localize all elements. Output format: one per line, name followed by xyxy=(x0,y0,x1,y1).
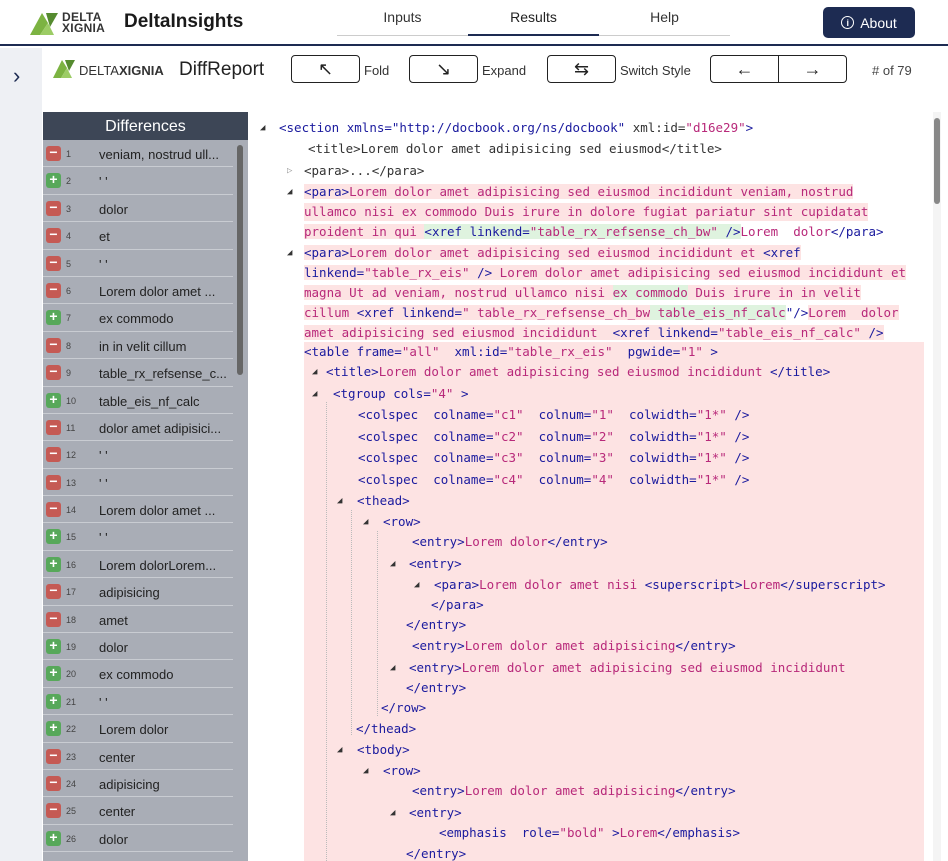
code-line-entry2-end: </entry> xyxy=(406,617,467,632)
code-line-tbody-entry2-end: </entry> xyxy=(406,846,467,861)
difference-number: 2 xyxy=(66,176,72,187)
diff-pager xyxy=(710,55,847,83)
difference-number: 12 xyxy=(66,450,77,461)
chevron-right-icon[interactable]: › xyxy=(13,63,21,88)
difference-text: adipisicing xyxy=(99,776,160,792)
code-line-entry3: <entry>Lorem dolor amet adipisicing</entry> xyxy=(412,638,736,653)
difference-number: 10 xyxy=(66,395,77,406)
difference-row[interactable] xyxy=(43,523,233,550)
difference-row[interactable] xyxy=(43,496,233,523)
difference-number: 5 xyxy=(66,258,72,269)
code-line-entry2-para: <para>Lorem dolor amet nisi <superscript>Lorem</superscript> xyxy=(434,577,886,592)
code-line-row-end: </row> xyxy=(381,700,427,715)
difference-row[interactable] xyxy=(43,770,233,797)
removed-icon: − xyxy=(46,256,61,271)
code-line-entry1: <entry>Lorem dolor</entry> xyxy=(412,534,608,549)
code-line-colspec: <colspec colname="c3" colnum="3" colwidth="1*" /> xyxy=(358,450,750,465)
arrow-up-left-icon: ↖ xyxy=(317,58,334,79)
difference-number: 4 xyxy=(66,231,72,242)
code-line-entry2: <entry> xyxy=(409,556,462,571)
code-line-para1-3: proident in qui <xref linkend="table_rx_refsense_ch_bw" />Lorem dolor</para> xyxy=(304,224,884,239)
code-line-para2-4: cillum <xref linkend=" table_rx_refsense_ch_bw table_eis_nf_calc"/>Lorem dolor xyxy=(304,305,899,320)
code-line-table-title: <title>Lorem dolor amet adipisicing sed eiusmod incididunt </title> xyxy=(326,364,831,379)
code-line-section: <section xmlns="http://docbook.org/ns/docbook" xml:id="d16e29"> xyxy=(279,120,754,135)
difference-text: ' ' xyxy=(99,530,108,546)
difference-text: Lorem dolorLorem... xyxy=(99,557,217,573)
difference-text: ' ' xyxy=(99,448,108,464)
tab-inputs[interactable]: Inputs xyxy=(337,0,468,36)
left-rail xyxy=(0,48,42,861)
difference-text: in in velit cillum xyxy=(99,338,187,354)
code-line-para1-1: <para>Lorem dolor amet adipisicing sed eiusmod incididunt veniam, nostrud xyxy=(304,184,854,199)
code-scroll-thumb[interactable] xyxy=(934,118,940,204)
code-line-para2-3: magna Ut ad veniam, nostrud ullamco nisi ex commodo Duis irure in in velit xyxy=(304,285,861,300)
difference-row[interactable] xyxy=(43,578,233,605)
removed-icon: − xyxy=(46,338,61,353)
difference-number: 23 xyxy=(66,751,77,762)
difference-number: 11 xyxy=(66,422,76,433)
swap-icon: ⇆ xyxy=(573,58,590,79)
code-line-thead: <thead> xyxy=(357,493,410,508)
added-icon: + xyxy=(46,721,61,736)
code-line-para2-1: <para>Lorem dolor amet adipisicing sed eiusmod incididunt et <xref xyxy=(304,245,801,260)
added-icon: + xyxy=(46,639,61,654)
code-line-tbody-row: <row> xyxy=(383,763,421,778)
code-line-thead-end: </thead> xyxy=(356,721,417,736)
collapse-toggle-icon[interactable]: ◢ xyxy=(287,248,293,258)
difference-text: center xyxy=(99,804,136,820)
code-line-colspec: <colspec colname="c1" colnum="1" colwidth="1*" /> xyxy=(358,407,750,422)
difference-text: ex commodo xyxy=(99,311,174,327)
removed-icon: − xyxy=(46,283,61,298)
added-icon: + xyxy=(46,694,61,709)
added-icon: + xyxy=(46,173,61,188)
switch-style-label: Switch Style xyxy=(620,63,691,78)
difference-row[interactable] xyxy=(43,359,233,386)
difference-text: amet xyxy=(99,612,128,628)
code-line-entry4: <entry>Lorem dolor amet adipisicing sed eiusmod incididunt xyxy=(409,660,846,675)
difference-row[interactable] xyxy=(43,441,233,468)
difference-text: dolor amet adipisici... xyxy=(99,420,222,436)
difference-text: Lorem dolor amet ... xyxy=(99,503,216,519)
code-line-para2-5: amet adipisicing sed eiusmod incididunt <xref linkend="table_eis_nf_calc" /> xyxy=(304,325,884,340)
code-line-tbody: <tbody> xyxy=(357,742,410,757)
collapse-toggle-icon[interactable]: ◢ xyxy=(260,123,266,133)
difference-number: 8 xyxy=(66,340,72,351)
removed-icon: − xyxy=(46,502,61,517)
difference-number: 16 xyxy=(66,559,77,570)
difference-row[interactable] xyxy=(43,414,233,441)
code-line-row: <row> xyxy=(383,514,421,529)
difference-number: 21 xyxy=(66,696,77,707)
expand-button[interactable] xyxy=(409,55,478,83)
difference-row[interactable] xyxy=(43,743,233,770)
differences-scrollbar[interactable] xyxy=(237,145,243,375)
removed-icon: − xyxy=(46,201,61,216)
app-title: DeltaInsights xyxy=(124,11,244,32)
difference-text: ' ' xyxy=(99,256,108,272)
top-bar xyxy=(0,0,948,46)
removed-icon: − xyxy=(46,447,61,462)
added-icon: + xyxy=(46,831,61,846)
difference-text: adipisicing xyxy=(99,585,160,601)
difference-row[interactable] xyxy=(43,387,233,414)
difference-row[interactable] xyxy=(43,660,233,687)
tab-results[interactable]: Results xyxy=(468,0,599,36)
removed-icon: − xyxy=(46,365,61,380)
removed-icon: − xyxy=(46,776,61,791)
difference-text: veniam, nostrud ull... xyxy=(99,147,219,162)
difference-text: table_eis_nf_calc xyxy=(99,393,200,409)
differences-panel xyxy=(43,112,248,861)
difference-number: 17 xyxy=(66,587,77,598)
collapse-toggle-icon[interactable]: ◢ xyxy=(287,187,293,197)
removed-icon: − xyxy=(46,584,61,599)
added-icon: + xyxy=(46,310,61,325)
removed-icon: − xyxy=(46,749,61,764)
difference-text: ' ' xyxy=(99,475,108,491)
difference-number: 22 xyxy=(66,724,77,735)
collapse-toggle-icon[interactable]: ◢ xyxy=(312,389,318,399)
differences-list xyxy=(43,140,248,852)
code-line-tbody-entry1: <entry>Lorem dolor amet adipisicing</entry> xyxy=(412,783,736,798)
difference-text: center xyxy=(99,749,136,765)
collapse-toggle-icon[interactable]: ◢ xyxy=(363,517,369,527)
difference-text: et xyxy=(99,229,110,245)
difference-row[interactable] xyxy=(43,797,233,824)
code-line-para2-2: linkend="table_rx_eis" /> Lorem dolor amet adipisicing sed eiusmod incididunt et xyxy=(304,265,907,280)
collapse-toggle-icon[interactable]: ◢ xyxy=(390,663,396,673)
collapse-toggle-icon[interactable]: ◢ xyxy=(337,496,343,506)
difference-number: 26 xyxy=(66,833,77,844)
code-line-table: <table frame="all" xml:id="table_rx_eis" pgwide="1" > xyxy=(304,344,718,359)
code-line-tgroup: <tgroup cols="4" > xyxy=(333,386,469,401)
about-button[interactable] xyxy=(823,7,915,38)
difference-text: ' ' xyxy=(99,694,108,710)
expand-toggle-icon[interactable]: ▷ xyxy=(287,166,293,176)
added-icon: + xyxy=(46,393,61,408)
tab-help[interactable]: Help xyxy=(599,0,730,36)
difference-row[interactable] xyxy=(43,140,233,167)
collapse-toggle-icon[interactable]: ◢ xyxy=(390,808,396,818)
removed-icon: − xyxy=(46,475,61,490)
difference-number: 1 xyxy=(66,149,72,159)
page-count: # of 79 xyxy=(872,63,912,78)
difference-row[interactable] xyxy=(43,332,233,359)
arrow-down-right-icon: ↘ xyxy=(435,58,452,79)
prev-diff-button[interactable] xyxy=(711,56,779,82)
difference-text: ' ' xyxy=(99,174,108,190)
difference-row[interactable] xyxy=(43,688,233,715)
difference-row[interactable] xyxy=(43,304,233,331)
next-diff-button[interactable] xyxy=(779,56,846,82)
differences-title: Differences xyxy=(43,112,248,140)
logo-text: DELTA XIGNIA xyxy=(62,10,106,35)
difference-number: 13 xyxy=(66,477,77,488)
difference-row[interactable] xyxy=(43,277,233,304)
difference-row[interactable] xyxy=(43,250,233,277)
code-line-tbody-entry2: <entry> xyxy=(409,805,462,820)
added-icon: + xyxy=(46,557,61,572)
about-label: About xyxy=(860,14,897,31)
difference-row[interactable] xyxy=(43,222,233,249)
code-line-colspec: <colspec colname="c2" colnum="2" colwidth="1*" /> xyxy=(358,428,750,444)
arrow-left-icon: ← xyxy=(735,58,754,79)
difference-number: 20 xyxy=(66,669,77,680)
xml-diff-view xyxy=(250,112,930,861)
arrow-right-icon: → xyxy=(803,58,822,79)
diff-toolbar xyxy=(42,48,948,92)
difference-row[interactable] xyxy=(43,825,233,852)
code-line-emphasis: <emphasis role="bold" >Lorem</emphasis> xyxy=(439,825,741,840)
removed-icon: − xyxy=(46,612,61,627)
toolbar-logo-text: DELTAXIGNIA xyxy=(79,63,164,78)
code-line-title: <title>Lorem dolor amet adipisicing sed eiusmod</title> xyxy=(308,141,722,156)
main-nav xyxy=(337,0,730,36)
difference-number: 3 xyxy=(66,203,72,214)
difference-number: 6 xyxy=(66,285,72,296)
code-line-para-collapsed: <para>...</para> xyxy=(304,163,425,178)
expand-label: Expand xyxy=(482,63,527,78)
difference-row[interactable] xyxy=(43,606,233,633)
difference-number: 19 xyxy=(66,642,77,653)
difference-row[interactable] xyxy=(43,715,233,742)
difference-text: ex commodo xyxy=(99,667,174,683)
code-line-entry4-end: </entry> xyxy=(406,680,467,695)
difference-number: 14 xyxy=(66,505,77,516)
difference-text: dolor xyxy=(99,201,128,217)
difference-row[interactable] xyxy=(43,551,233,578)
code-line-colspec: <colspec colname="c4" colnum="4" colwidth="1*" /> xyxy=(358,471,750,487)
switch-style-button[interactable] xyxy=(547,55,616,83)
difference-row[interactable] xyxy=(43,633,233,660)
difference-number: 9 xyxy=(66,368,72,379)
difference-text: Lorem dolor amet ... xyxy=(99,283,216,299)
difference-row[interactable] xyxy=(43,469,233,496)
difference-row[interactable] xyxy=(43,167,233,194)
collapse-toggle-icon[interactable]: ◢ xyxy=(312,367,318,377)
difference-text: dolor xyxy=(99,640,128,656)
code-line-para-end: </para> xyxy=(431,597,484,612)
difference-number: 15 xyxy=(66,532,77,543)
diffreport-title: DiffReport xyxy=(179,59,265,80)
fold-button[interactable] xyxy=(291,55,360,83)
difference-number: 18 xyxy=(66,614,77,625)
difference-row[interactable] xyxy=(43,195,233,222)
added-icon: + xyxy=(46,529,61,544)
removed-icon: − xyxy=(46,803,61,818)
code-line-para1-2: ullamco nisi ex commodo Duis irure in dolore fugiat pariatur sint cupidatat xyxy=(304,204,869,219)
removed-icon: − xyxy=(46,420,61,435)
collapse-toggle-icon[interactable]: ◢ xyxy=(337,745,343,755)
added-icon: + xyxy=(46,666,61,681)
difference-text: dolor xyxy=(99,831,128,847)
fold-label: Fold xyxy=(364,63,390,78)
collapse-toggle-icon[interactable]: ◢ xyxy=(414,580,420,590)
removed-icon: − xyxy=(46,228,61,243)
difference-number: 25 xyxy=(66,806,77,817)
collapse-toggle-icon[interactable]: ◢ xyxy=(390,559,396,569)
info-icon: i xyxy=(841,16,854,29)
collapse-toggle-icon[interactable]: ◢ xyxy=(363,766,369,776)
difference-text: table_rx_refsense_c... xyxy=(99,366,227,382)
difference-number: 7 xyxy=(66,313,72,324)
removed-icon: − xyxy=(46,146,61,161)
deltaxignia-small-logo xyxy=(53,57,79,79)
code-scrollbar[interactable] xyxy=(933,112,941,861)
difference-number: 24 xyxy=(66,778,77,789)
difference-text: Lorem dolor xyxy=(99,722,169,738)
